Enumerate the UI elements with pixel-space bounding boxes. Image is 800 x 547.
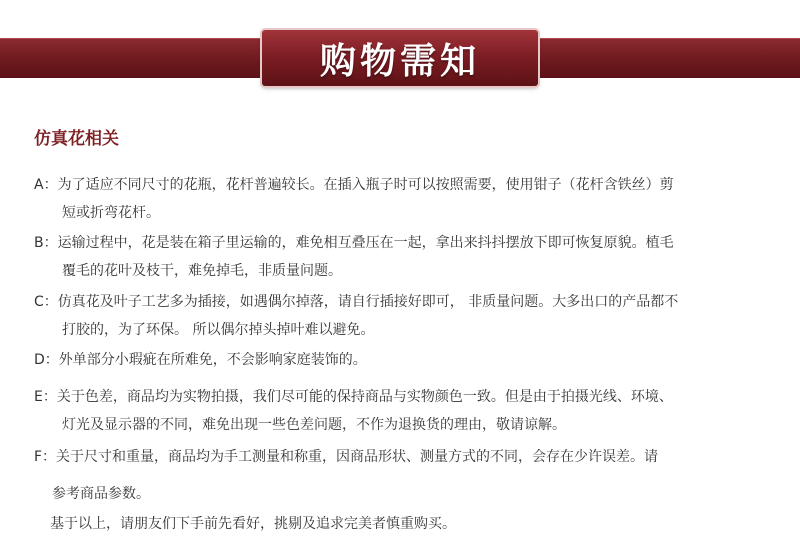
- notice-item-c: [34, 288, 786, 344]
- header-title-box: [262, 30, 538, 86]
- notice-item-b: [34, 229, 786, 285]
- notice-item-f: [34, 443, 786, 508]
- notice-line: 灯光及显示器的不同，难免出现一些色差问题，不作为退换货的理由，敬请谅解。: [62, 417, 566, 433]
- notice-line: 打胶的，为了环保。 所以偶尔掉头掉叶难以避免。: [62, 322, 375, 338]
- page-title: 购物需知: [319, 40, 480, 82]
- notice-line: 短或折弯花杆。: [62, 205, 160, 221]
- section-title: 仿真花相关: [34, 129, 119, 149]
- notice-item-e: [34, 383, 786, 439]
- notice-line: D：外单部分小瑕疵在所难免，不会影响家庭装饰的。: [34, 352, 367, 368]
- notice-line: C：仿真花及叶子工艺多为插接，如遇偶尔掉落，请自行插接好即可， 非质量问题。大多出口的产品都不: [34, 294, 679, 310]
- notice-line: B：运输过程中，花是装在箱子里运输的，难免相互叠压在一起，拿出来抖抖摆放下即可恢复原貌。植毛: [34, 235, 674, 251]
- footer-note: 基于以上，请朋友们下手前先看好，挑剔及追求完美者慎重购买。: [50, 516, 456, 532]
- notice-item-d: [34, 346, 786, 374]
- notice-item-a: [34, 171, 786, 227]
- notice-line: F：关于尺寸和重量，商品均为手工测量和称重，因商品形状、测量方式的不同，会存在少许误差。请: [34, 449, 659, 465]
- notice-line: 参考商品参数。: [52, 486, 150, 502]
- notice-line: A：为了适应不同尺寸的花瓶，花杆普遍较长。在插入瓶子时可以按照需要，使用钳子（花杆含铁丝）剪: [34, 177, 674, 193]
- notice-line: 覆毛的花叶及枝干，难免掉毛，非质量问题。: [62, 263, 342, 279]
- notice-line: E：关于色差，商品均为实物拍摄，我们尽可能的保持商品与实物颜色一致。但是由于拍摄光线、环境、: [34, 389, 673, 405]
